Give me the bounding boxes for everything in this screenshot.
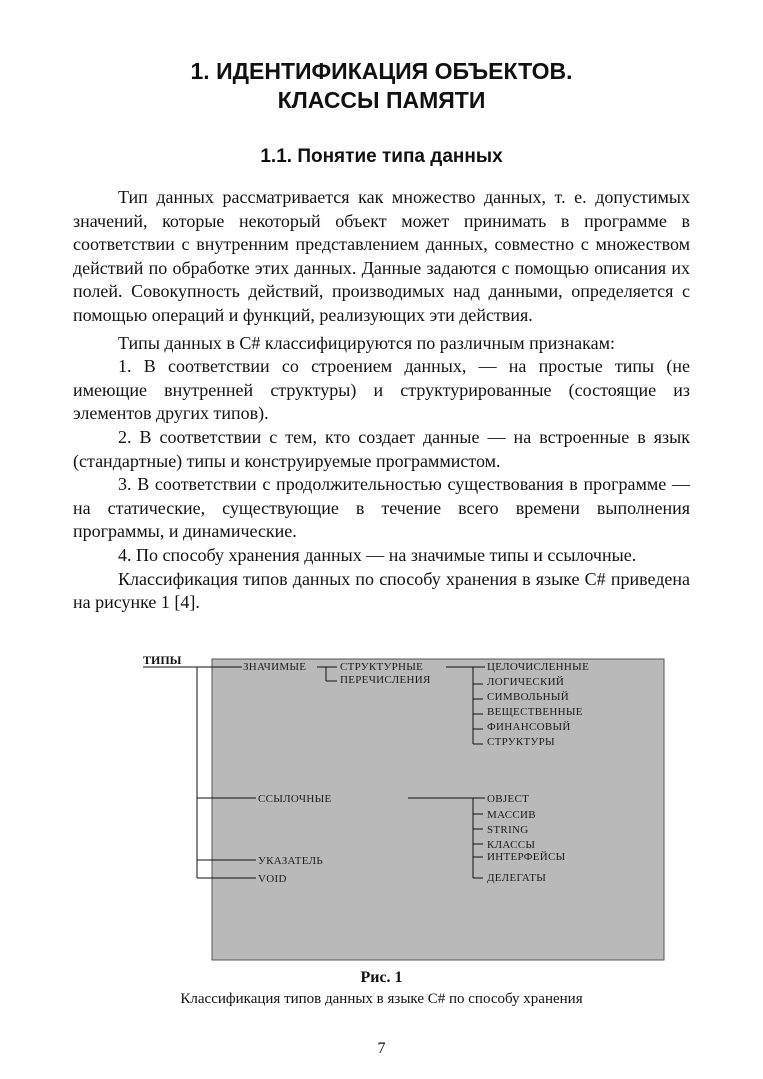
structural-type-4: ФИНАНСОВЫЙ (487, 721, 571, 733)
root-label: ТИПЫ (143, 653, 182, 667)
chapter-title-line1: 1. ИДЕНТИФИКАЦИЯ ОБЪЕКТОВ. (190, 58, 573, 84)
structural-type-1: ЛОГИЧЕСКИЙ (487, 676, 565, 688)
figure-panel (212, 659, 664, 960)
paragraph-definition: Тип данных рассматривается как множество данных, т. е. допустимых значений, которые некоторый объект может принимать в программе в соответствии с внутренним представлением данных, совместно с множеством действий по обработке этих данных. Данные задаются с помощью описания их полей. Совокупность действий, производимых над данными, определяется с помощью операций и функций, реализующих эти действия. (73, 187, 690, 325)
paragraph-figure-reference: Классификация типов данных по способу хранения в языке C# приведена на рисунке 1 [4]. (73, 568, 690, 613)
structural-type-2: СИМВОЛЬНЫЙ (487, 691, 570, 703)
category-reference: ССЫЛОЧНЫЕ (258, 793, 332, 805)
section-title: 1.1. Понятие типа данных (260, 146, 503, 167)
chapter-title (0, 57, 763, 115)
figure-caption-title: Рис. 1 (360, 969, 403, 986)
type-classification-diagram (140, 652, 680, 972)
subtype-structural: СТРУКТУРНЫЕ (340, 661, 424, 673)
category-pointer: УКАЗАТЕЛЬ (258, 855, 324, 867)
figure-caption-text: Классификация типов данных в языке C# по способу хранения (180, 991, 583, 1007)
body-text (73, 186, 690, 615)
reference-type-4: ИНТЕРФЕЙСЫ (487, 851, 566, 863)
reference-type-2: STRING (487, 824, 529, 836)
subtype-enumerations: ПЕРЕЧИСЛЕНИЯ (340, 674, 431, 686)
structural-type-5: СТРУКТУРЫ (487, 736, 555, 748)
category-void: VOID (258, 873, 287, 885)
chapter-title-line2: КЛАССЫ ПАМЯТИ (277, 87, 486, 113)
reference-type-5: ДЕЛЕГАТЫ (487, 872, 547, 884)
paragraph-item-2: 2. В соответствии с тем, кто создает данные — на встроенные в язык (стандартные) типы и конструируемые программистом. (73, 426, 690, 471)
reference-type-1: МАССИВ (487, 809, 536, 821)
paragraph-item-3: 3. В соответствии с продолжительностью существования в программе — на статические, существующие в течение всего времени выполнения программы, и динамические. (73, 474, 690, 542)
page-number: 7 (377, 1040, 386, 1057)
paragraph-item-4: 4. По способу хранения данных — на значимые типы и ссылочные. (118, 544, 637, 565)
reference-type-3: КЛАССЫ (487, 839, 536, 851)
structural-type-3: ВЕЩЕСТВЕННЫЕ (487, 706, 583, 718)
reference-type-0: OBJECT (487, 793, 530, 805)
figure-1 (140, 652, 680, 972)
structural-type-0: ЦЕЛОЧИСЛЕННЫЕ (487, 661, 590, 673)
category-value: ЗНАЧИМЫЕ (243, 661, 307, 673)
paragraph-classification-intro: Типы данных в C# классифицируются по различным признакам: (118, 332, 616, 353)
paragraph-item-1: 1. В соответствии со строением данных, — на простые типы (не имеющие внутренней структуры) и структурированные (состоящие из элементов других типов). (73, 356, 690, 424)
